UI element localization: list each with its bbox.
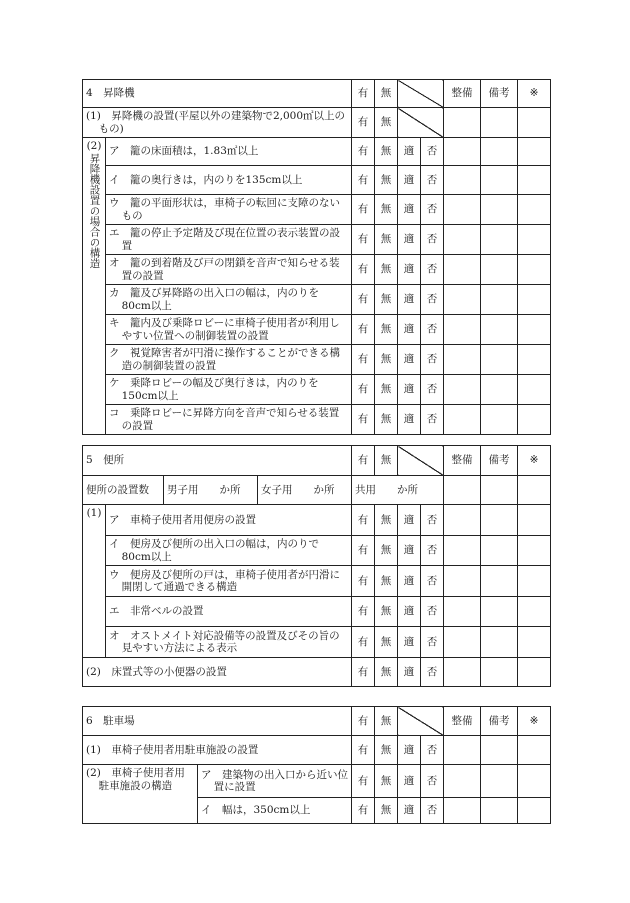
item-row: ウ 便房及び便所の戸は，車椅子使用者が円滑に開閉して通過できる構造 xyxy=(106,566,352,597)
ok-cell: 適 xyxy=(398,658,421,687)
ng-cell: 否 xyxy=(421,505,444,536)
ok-cell: 適 xyxy=(398,285,421,315)
yes-header: 有 xyxy=(352,446,375,476)
yes-cell: 有 xyxy=(352,225,375,255)
yes-cell: 有 xyxy=(352,375,375,405)
remarks-header: 備考 xyxy=(481,80,518,108)
ok-cell: 適 xyxy=(398,736,421,765)
ok-cell: 適 xyxy=(398,345,421,375)
no-header: 無 xyxy=(375,446,398,476)
no-cell: 無 xyxy=(375,405,398,435)
item-row: オ 籠の到着階及び戸の閉鎖を音声で知らせる装置の設置 xyxy=(106,255,352,285)
yes-cell: 有 xyxy=(352,138,375,166)
yes-cell: 有 xyxy=(352,658,375,687)
remarks-header: 備考 xyxy=(481,446,518,476)
no-cell: 無 xyxy=(375,375,398,405)
item-row: カ 籠及び昇降路の出入口の幅は，内のりを80cm以上 xyxy=(106,285,352,315)
group-number: (2) xyxy=(86,140,102,152)
ng-cell: 否 xyxy=(421,345,444,375)
mark-header: ※ xyxy=(518,446,551,476)
shared-count: 共用 か所 xyxy=(352,476,444,505)
male-count: 男子用 か所 xyxy=(164,476,258,505)
female-count: 女子用 か所 xyxy=(258,476,352,505)
item-row: ア 建築物の出入口から近い位置に設置 xyxy=(198,765,352,798)
no-cell: 無 xyxy=(375,345,398,375)
ok-cell: 適 xyxy=(398,255,421,285)
item-row: ケ 乗降ロビーの幅及び奥行きは，内のりを150cm以上 xyxy=(106,375,352,405)
no-cell: 無 xyxy=(375,536,398,566)
no-cell: 無 xyxy=(375,255,398,285)
no-cell: 無 xyxy=(375,315,398,345)
group-label: 昇降機設置の場合の構造 xyxy=(88,152,101,268)
yes-cell: 有 xyxy=(352,736,375,765)
ok-cell: 適 xyxy=(398,505,421,536)
diagonal-cell xyxy=(398,707,444,736)
remarks-header: 備考 xyxy=(481,707,518,736)
ng-cell: 否 xyxy=(421,195,444,225)
ok-cell: 適 xyxy=(398,166,421,195)
ng-cell: 否 xyxy=(421,375,444,405)
ok-cell: 適 xyxy=(398,597,421,627)
ok-cell: 適 xyxy=(398,195,421,225)
remarks-cell xyxy=(481,108,518,138)
ng-cell: 否 xyxy=(421,736,444,765)
ng-cell: 否 xyxy=(421,315,444,345)
maintenance-cell xyxy=(444,108,481,138)
no-cell: 無 xyxy=(375,798,398,824)
ng-cell: 否 xyxy=(421,536,444,566)
item-row: イ 便房及び便所の出入口の幅は，内のりで80cm以上 xyxy=(106,536,352,566)
no-cell: 無 xyxy=(375,285,398,315)
item-row: キ 籠内及び乗降ロビーに車椅子使用者が利用しやすい位置への制御装置の設置 xyxy=(106,315,352,345)
item-urinal: (2) 床置式等の小便器の設置 xyxy=(83,658,352,687)
diagonal-cell xyxy=(398,446,444,476)
section-title: 4 昇降機 xyxy=(83,80,352,108)
maintenance-header: 整備 xyxy=(444,80,481,108)
parking-section-table xyxy=(82,706,551,824)
ng-cell: 否 xyxy=(421,285,444,315)
ng-cell: 否 xyxy=(421,597,444,627)
ng-cell: 否 xyxy=(421,405,444,435)
item-row: コ 乗降ロビーに昇降方向を音声で知らせる装置の設置 xyxy=(106,405,352,435)
yes-header: 有 xyxy=(352,707,375,736)
no-cell: 無 xyxy=(375,108,398,138)
ng-cell: 否 xyxy=(421,658,444,687)
no-cell: 無 xyxy=(375,658,398,687)
ng-cell: 否 xyxy=(421,138,444,166)
yes-cell: 有 xyxy=(352,536,375,566)
ng-cell: 否 xyxy=(421,798,444,824)
yes-cell: 有 xyxy=(352,345,375,375)
no-cell: 無 xyxy=(375,597,398,627)
ng-cell: 否 xyxy=(421,765,444,798)
yes-cell: 有 xyxy=(352,166,375,195)
ng-cell: 否 xyxy=(421,566,444,597)
ok-cell: 適 xyxy=(398,566,421,597)
section-title: 6 駐車場 xyxy=(83,707,352,736)
item-row: エ 籠の停止予定階及び現在位置の表示装置の設置 xyxy=(106,225,352,255)
yes-cell: 有 xyxy=(352,597,375,627)
diagonal-cell xyxy=(398,108,444,138)
no-cell: 無 xyxy=(375,505,398,536)
mark-cell xyxy=(518,108,551,138)
no-cell: 無 xyxy=(375,166,398,195)
ng-cell: 否 xyxy=(421,225,444,255)
ok-cell: 適 xyxy=(398,375,421,405)
yes-cell: 有 xyxy=(352,255,375,285)
item-row: ア 車椅子使用者用便房の設置 xyxy=(106,505,352,536)
no-cell: 無 xyxy=(375,765,398,798)
no-cell: 無 xyxy=(375,138,398,166)
no-header: 無 xyxy=(375,707,398,736)
toilet-count-label: 便所の設置数 xyxy=(83,476,164,505)
elevator-section-table xyxy=(82,79,551,435)
item-row: ウ 籠の平面形状は，車椅子の転回に支障のないもの xyxy=(106,195,352,225)
parking-structure-label: (2) 車椅子使用者用駐車施設の構造 xyxy=(83,765,198,824)
ok-cell: 適 xyxy=(398,765,421,798)
ng-cell: 否 xyxy=(421,255,444,285)
yes-cell: 有 xyxy=(352,566,375,597)
item-row: エ 非常ベルの設置 xyxy=(106,597,352,627)
group-label-cell xyxy=(83,138,106,435)
ng-cell: 否 xyxy=(421,166,444,195)
no-cell: 無 xyxy=(375,736,398,765)
yes-cell: 有 xyxy=(352,108,375,138)
mark-header: ※ xyxy=(518,80,551,108)
ok-cell: 適 xyxy=(398,405,421,435)
item-row: イ 籠の奥行きは，内のりを135cm以上 xyxy=(106,166,352,195)
diagonal-cell xyxy=(398,80,444,108)
yes-cell: 有 xyxy=(352,285,375,315)
item-row: ア 籠の床面積は，1.83㎡以上 xyxy=(106,138,352,166)
yes-cell: 有 xyxy=(352,798,375,824)
no-cell: 無 xyxy=(375,195,398,225)
ok-cell: 適 xyxy=(398,315,421,345)
section-title: 5 便所 xyxy=(83,446,352,476)
item-parking-install: (1) 車椅子使用者用駐車施設の設置 xyxy=(83,736,352,765)
maintenance-header: 整備 xyxy=(444,446,481,476)
item-row: オ オストメイト対応設備等の設置及びその旨の見やすい方法による表示 xyxy=(106,627,352,658)
ok-cell: 適 xyxy=(398,627,421,658)
toilet-section-table xyxy=(82,445,551,687)
no-cell: 無 xyxy=(375,627,398,658)
group-number: (1) xyxy=(83,505,106,658)
ok-cell: 適 xyxy=(398,138,421,166)
item-row: イ 幅は，350cm以上 xyxy=(198,798,352,824)
no-cell: 無 xyxy=(375,566,398,597)
ng-cell: 否 xyxy=(421,627,444,658)
ok-cell: 適 xyxy=(398,225,421,255)
ok-cell: 適 xyxy=(398,798,421,824)
yes-cell: 有 xyxy=(352,405,375,435)
maintenance-header: 整備 xyxy=(444,707,481,736)
item-elevator-install: (1) 昇降機の設置(平屋以外の建築物で2,000㎡以上のもの) xyxy=(83,108,352,138)
yes-cell: 有 xyxy=(352,315,375,345)
yes-cell: 有 xyxy=(352,765,375,798)
ok-cell: 適 xyxy=(398,536,421,566)
yes-cell: 有 xyxy=(352,627,375,658)
mark-header: ※ xyxy=(518,707,551,736)
no-header: 無 xyxy=(375,80,398,108)
no-cell: 無 xyxy=(375,225,398,255)
yes-header: 有 xyxy=(352,80,375,108)
yes-cell: 有 xyxy=(352,505,375,536)
yes-cell: 有 xyxy=(352,195,375,225)
item-row: ク 視覚障害者が円滑に操作することができる構造の制御装置の設置 xyxy=(106,345,352,375)
